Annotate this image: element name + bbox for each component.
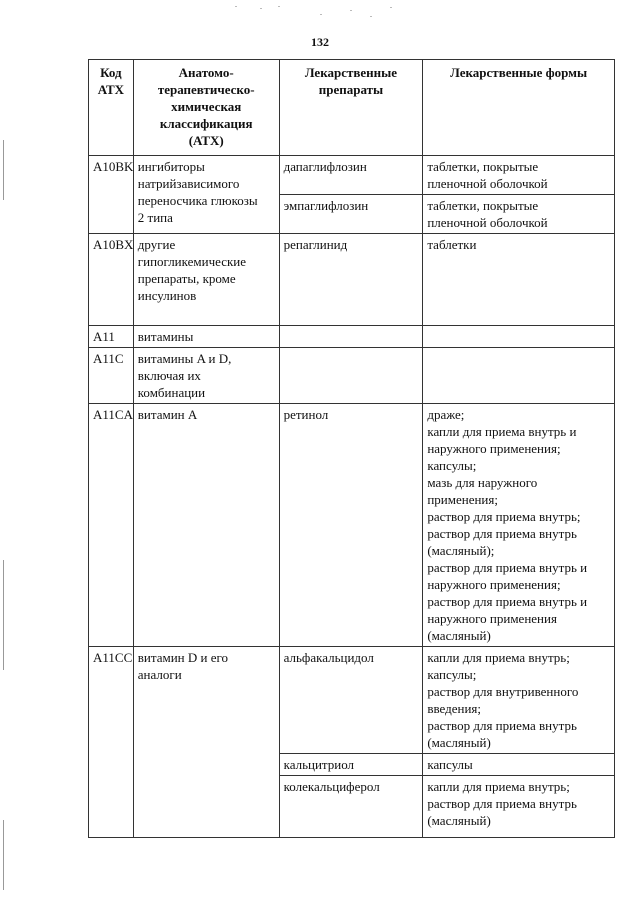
- header-drugs: Лекарственные препараты: [279, 60, 423, 156]
- cell-atx-code: A11CA: [89, 404, 134, 647]
- page-number: 132: [311, 35, 329, 49]
- cell-dosage-forms: капли для приема внутрь; капсулы; раствор для внутривенного введения; раствор для приема внутрь (масляный): [423, 647, 615, 754]
- cell-drug-name: эмпаглифлозин: [279, 195, 423, 234]
- cell-dosage-forms: [423, 326, 615, 348]
- cell-dosage-forms: таблетки, покрытые пленочной оболочкой: [423, 156, 615, 195]
- cell-atx-classification: витамины: [133, 326, 279, 348]
- cell-atx-classification: витамины A и D, включая их комбинации: [133, 348, 279, 404]
- cell-atx-classification: витамин D и его аналоги: [133, 647, 279, 838]
- cell-drug-name: репаглинид: [279, 234, 423, 326]
- table-header-row: [89, 60, 615, 156]
- header-classification: Анатомо- терапевтическо- химическая классификация (АТХ): [133, 60, 279, 156]
- cell-drug-name: дапаглифлозин: [279, 156, 423, 195]
- table-row: [89, 234, 615, 326]
- table-row: [89, 348, 615, 404]
- table-body: [89, 156, 615, 838]
- header-code: Код АТХ: [89, 60, 134, 156]
- cell-dosage-forms: [423, 348, 615, 404]
- cell-dosage-forms: таблетки, покрытые пленочной оболочкой: [423, 195, 615, 234]
- scan-artifact: [230, 4, 400, 20]
- atx-drug-table: [88, 59, 615, 838]
- table-row: [89, 647, 615, 754]
- cell-drug-name: колекальциферол: [279, 776, 423, 838]
- cell-drug-name: ретинол: [279, 404, 423, 647]
- cell-drug-name: альфакальцидол: [279, 647, 423, 754]
- cell-atx-code: A11CC: [89, 647, 134, 838]
- cell-atx-code: A10BX: [89, 234, 134, 326]
- cell-dosage-forms: капсулы: [423, 754, 615, 776]
- cell-atx-classification: витамин A: [133, 404, 279, 647]
- table-row: [89, 404, 615, 647]
- cell-drug-name: [279, 348, 423, 404]
- cell-dosage-forms: капли для приема внутрь; раствор для приема внутрь (масляный): [423, 776, 615, 838]
- cell-drug-name: кальцитриол: [279, 754, 423, 776]
- cell-atx-code: A11C: [89, 348, 134, 404]
- cell-dosage-forms: драже; капли для приема внутрь и наружного применения; капсулы; мазь для наружного применения; раствор для приема внутрь; раствор для приема внутрь (масляный); раствор для приема внутрь и наружного применения; раствор для приема внутрь и наружного применения (масляный): [423, 404, 615, 647]
- cell-atx-code: A10BK: [89, 156, 134, 234]
- table-row: [89, 156, 615, 195]
- cell-atx-code: A11: [89, 326, 134, 348]
- header-forms: Лекарственные формы: [423, 60, 615, 156]
- scan-margin-line: [3, 140, 4, 200]
- scan-margin-line: [3, 560, 4, 670]
- table-row: [89, 326, 615, 348]
- cell-drug-name: [279, 326, 423, 348]
- cell-atx-classification: другие гипогликемические препараты, кроме инсулинов: [133, 234, 279, 326]
- cell-atx-classification: ингибиторы натрийзависимого переносчика глюкозы 2 типа: [133, 156, 279, 234]
- cell-dosage-forms: таблетки: [423, 234, 615, 326]
- scan-margin-line: [3, 820, 4, 890]
